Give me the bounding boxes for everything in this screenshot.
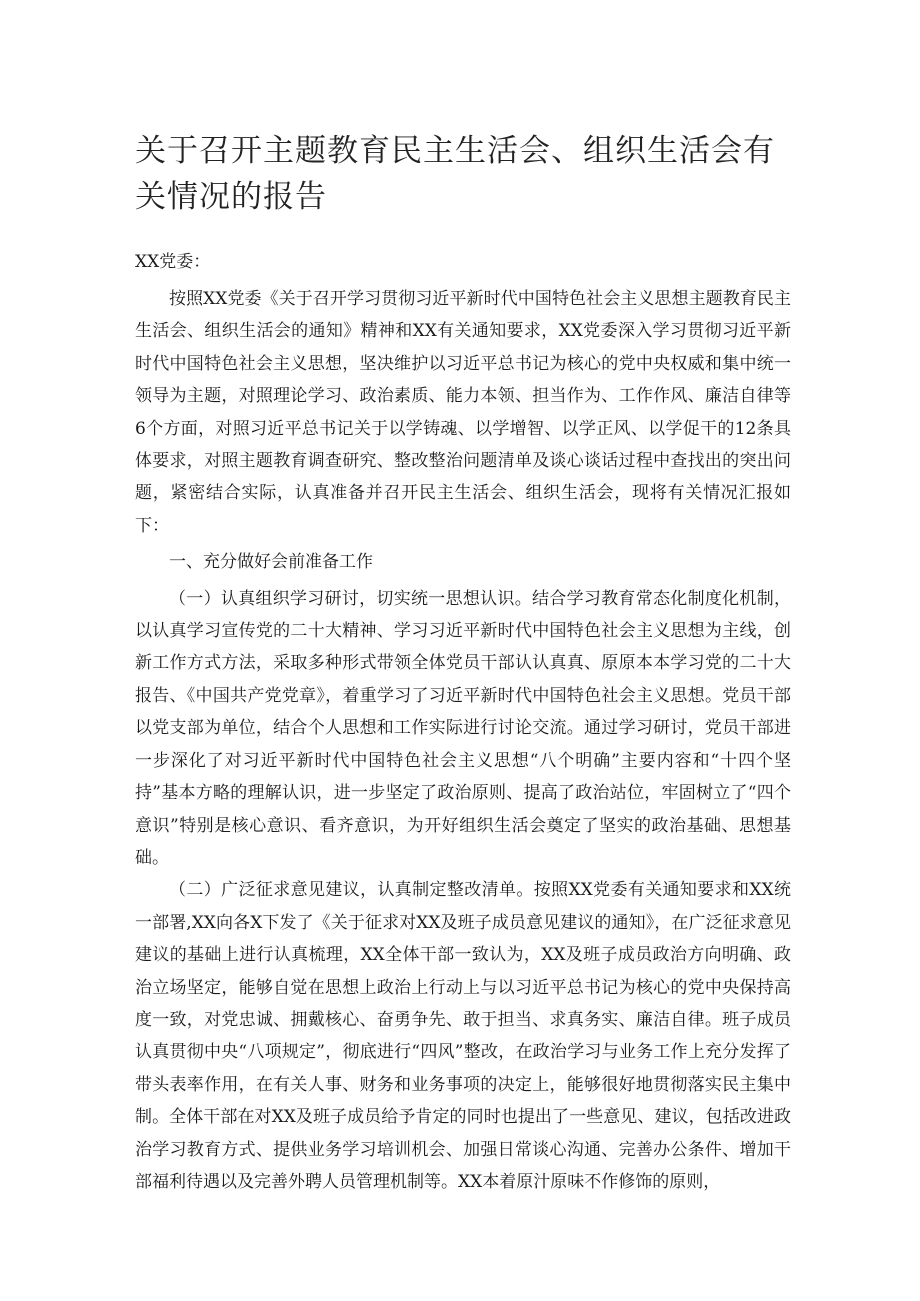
- document-body: [135, 283, 791, 1198]
- paragraph-intro: 按照XX党委《关于召开学习贯彻习近平新时代中国特色社会主义思想主题教育民主生活会、组织生活会的通知》精神和XX有关通知要求，XX党委深入学习贯彻习近平新时代中国特色社会主义思想，坚决维护以习近平总书记为核心的党中央权威和集中统一领导为主题，对照理论学习、政治素质、能力本领、担当作为、工作作风、廉洁自律等6个方面，对照习近平总书记关于以学铸魂、以学增智、以学正风、以学促干的12条具体要求，对照主题教育调查研究、整改整治问题清单及谈心谈话过程中查找出的突出问题，紧密结合实际，认真准备并召开民主生活会、组织生活会，现将有关情况汇报如下：: [135, 289, 791, 536]
- section-heading-1: 一、充分做好会前准备工作: [169, 552, 373, 573]
- document-title: 关于召开主题教育民主生活会、组织生活会有关情况的报告: [135, 133, 775, 215]
- salutation: XX党委：: [135, 252, 211, 272]
- paragraph-feedback: （二）广泛征求意见建议，认真制定整改清单。按照XX党委有关通知要求和XX统一部署,XX向各X下发了《关于征求对XX及班子成员意见建议的通知》，在广泛征求意见建议的基础上进行认真梳理，XX全体干部一致认为，XX及班子成员政治方向明确、政治立场坚定，能够自觉在思想上政治上行动上与以习近平总书记为核心的党中央保持高度一致，对党忠诚、拥戴核心、奋勇争先、敢于担当、求真务实、廉洁自律。班子成员认真贯彻中央“八项规定”，彻底进行“四风”整改，在政治学习与业务工作上充分发挥了带头表率作用，在有关人事、财务和业务事项的决定上，能够很好地贯彻落实民主集中制。全体干部在对XX及班子成员给予肯定的同时也提出了一些意见、建议，包括改进政治学习教育方式、提供业务学习培训机会、加强日常谈心沟通、完善办公条件、增加干部福利待遇以及完善外聘人员管理机制等。XX本着原汁原味不作修饰的原则，: [135, 880, 791, 1192]
- paragraph-study: （一）认真组织学习研讨，切实统一思想认识。结合学习教育常态化制度化机制，以认真学习宣传党的二十大精神、学习习近平新时代中国特色社会主义思想为主线，创新工作方式方法，采取多种形式带领全体党员干部认认真真、原原本本学习党的二十大报告、《中国共产党党章》，着重学习了习近平新时代中国特色社会主义思想。党员干部以党支部为单位，结合个人思想和工作实际进行讨论交流。通过学习研讨，党员干部进一步深化了对习近平新时代中国特色社会主义思想“八个明确”主要内容和“十四个坚持”基本方略的理解认识，进一步坚定了政治原则、提高了政治站位，牢固树立了“四个意识”特别是核心意识、看齐意识，为开好组织生活会奠定了坚实的政治基础、思想基础。: [135, 588, 791, 868]
